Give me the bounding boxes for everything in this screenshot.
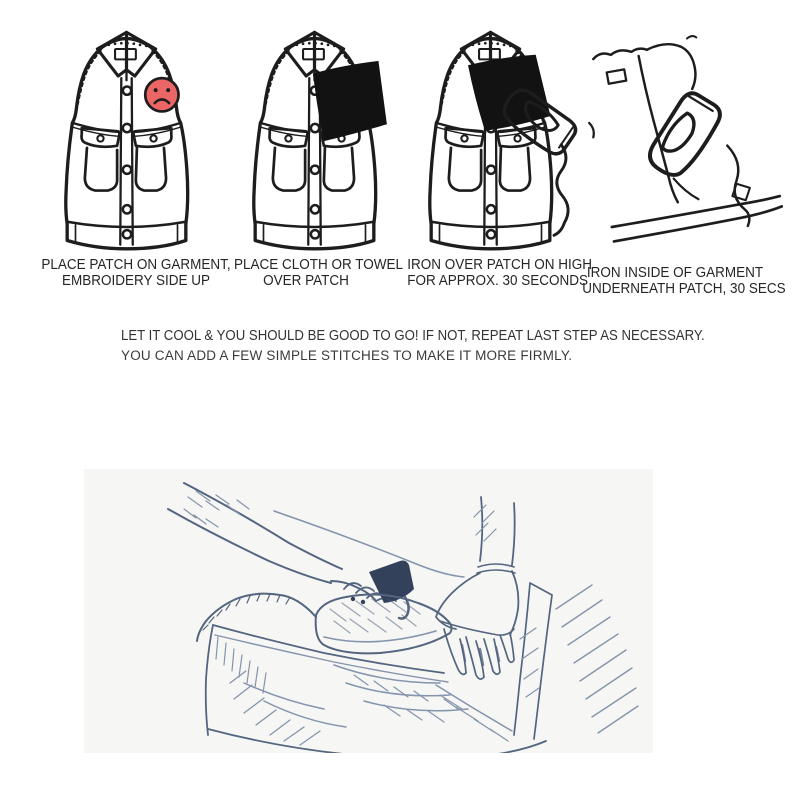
vest-with-iron-icon [402,24,579,253]
note-line-2: YOU CAN ADD A FEW SIMPLE STITCHES TO MAKE IT MORE FIRMLY. [121,348,573,363]
caption-line: OVER PATCH [263,272,349,289]
cloth-overlay [313,61,386,140]
step-1 [28,24,244,289]
caption-line: FOR APPROX. 30 SECONDS [407,272,589,289]
step-4-caption [582,264,786,297]
vest-with-cloth-icon [226,24,403,253]
iron-cord [553,145,567,236]
step-3 [398,24,592,289]
step-2 [226,24,404,289]
hands-ironing-sketch-panel [84,469,653,753]
caption-line: PLACE CLOTH OR TOWEL [234,256,404,273]
iron-icon [638,87,729,183]
iron-sketch [316,561,452,654]
caption-line: IRON OVER PATCH ON HIGH [407,256,592,273]
hands-ironing-pencil-sketch [84,469,653,753]
steps-row [0,24,800,324]
right-hand-sketch [436,497,518,679]
caption-line: UNDERNEATH PATCH, 30 SECS [582,280,786,297]
notes [121,327,784,363]
caption-line: PLACE PATCH ON GARMENT, [41,256,231,273]
left-arm-sketch [168,483,464,583]
iron-cord-sketch [197,594,316,641]
caption-line: IRON INSIDE OF GARMENT [586,264,764,281]
step-4 [572,24,786,297]
step-3-caption [407,256,592,289]
step-2-caption [234,256,404,289]
red-frown-patch-icon [145,78,178,111]
fabric-folds-sketch [230,665,512,745]
garment-inside-out-iron-icon [587,24,783,261]
step-1-caption [39,257,233,289]
inside-out-garment [589,36,782,241]
caption-line: EMBROIDERY SIDE UP [61,272,211,289]
note-line-1: LET IT COOL & YOU SHOULD BE GOOD TO GO! IF NOT, REPEAT LAST STEP AS NECESSARY. [121,327,705,344]
board-sketch [206,583,638,753]
vest-with-red-patch-icon [38,24,215,253]
